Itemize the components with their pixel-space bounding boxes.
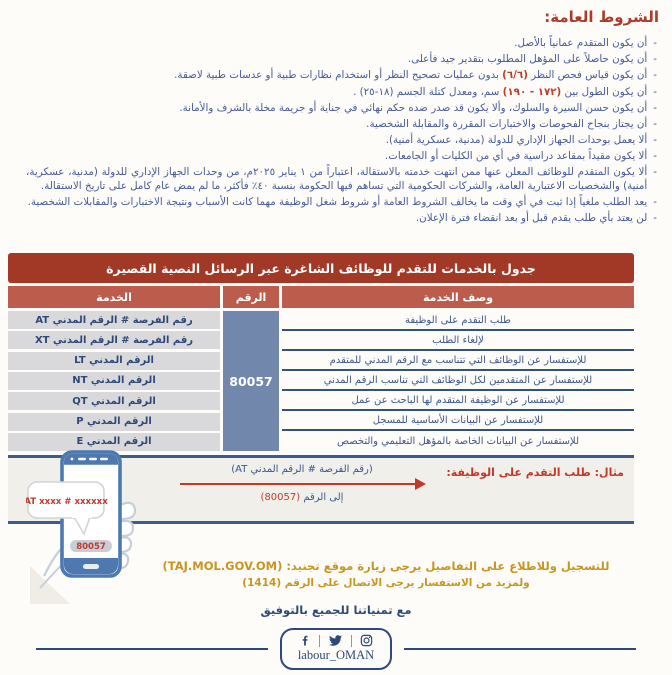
table-row-service: الرقم المدني E: [8, 433, 220, 451]
divider: [36, 648, 268, 650]
description-column: [282, 311, 634, 451]
phone-screen-number: 80057: [76, 542, 106, 552]
social-footer: [36, 626, 636, 672]
social-badge: [280, 628, 392, 670]
dash-bullet-icon: [653, 102, 657, 116]
home-button: [83, 564, 99, 569]
list-item: - ألا يكون المتقدم للوظائف المعلن عنها ممن انتهت خدمته بالاستقالة، اعتباراً من ١ يناير ٢٠٢٥م، من وحدات الجهاز الإداري للدولة (مدنية، عسكرية، أمنية) والشخصيات الاعتبارية العامة، والشركات الحكومية التي تساهم فيها الحكومة بنسبة ٤٠٪ فأكثر، ما لم يمض عام كامل على تاريخ الاستقالة.: [26, 166, 657, 193]
example-label: مثال: طلب التقدم على الوظيفة:: [446, 466, 624, 479]
dash-bullet-icon: [653, 37, 657, 51]
list-item: - لن يعتد بأي طلب يقدم قبل أو بعد انقضاء فترة الإعلان.: [26, 212, 657, 226]
instagram-icon[interactable]: [360, 634, 373, 647]
general-conditions-list: [26, 37, 657, 228]
dash-bullet-icon: [653, 166, 657, 193]
table-row-description: للإستفسار عن البيانات الخاصة بالمؤهل التعليمي والتخصص: [336, 435, 580, 447]
table-row-service: الرقم المدني QT: [8, 392, 220, 410]
table-title: جدول بالخدمات للتقدم للوظائف الشاغرة عبر الرسائل النصية القصيرة: [8, 253, 634, 283]
facebook-icon[interactable]: [299, 634, 311, 647]
column-header-description: وصف الخدمة: [282, 286, 634, 308]
table-row-service: رقم الفرصة # الرقم المدني XT: [8, 331, 220, 349]
good-luck-note: مع تمنياتنا للجميع بالتوفيق: [260, 603, 412, 617]
dash-bullet-icon: [653, 69, 657, 83]
example-message: (رقم الفرصة # الرقم المدني AT): [231, 464, 373, 475]
table-row-description: لإلغاء الطلب: [282, 331, 634, 351]
number-column: [223, 311, 279, 451]
sms-shortcode: 80057: [223, 311, 279, 451]
example-flow: [176, 464, 428, 503]
twitter-icon[interactable]: [328, 634, 343, 647]
divider: [319, 635, 320, 647]
dash-bullet-icon: [653, 134, 657, 148]
divider: [404, 648, 636, 650]
list-item: - أن يكون حسن السيرة والسلوك، وألا يكون قد صدر ضده حكم نهائي في جناية أو جريمة مخلة بالشرف والأمانة.: [26, 102, 657, 116]
registration-note: للتسجيل وللاطلاع على التفاصيل يرجى زيارة موقع تجنيد: (TAJ.MOL.GOV.OM): [162, 559, 610, 573]
list-item: - ألا يعمل بوحدات الجهاز الإداري للدولة (مدنية، عسكرية أمنية).: [26, 134, 657, 148]
sms-bubble-text: AT xxxx # xxxxxx: [26, 497, 108, 507]
column-header-number: الرقم: [223, 286, 279, 308]
service-column: [8, 311, 220, 451]
dash-bullet-icon: [653, 212, 657, 226]
dash-bullet-icon: [653, 86, 657, 100]
table-row-service: الرقم المدني LT: [8, 352, 220, 370]
list-item: - يعد الطلب ملغياً إذا ثبت في أي وقت ما يخالف الشروط العامة أو شروط شغل الوظيفة مهما كانت الأسباب ونتيجة الاختبارات والمقابلات الشخصية.: [26, 196, 657, 210]
page-title: الشروط العامة:: [544, 8, 659, 26]
table-row-description: للإستفسار عن الوظيفة المتقدم لها الباحث عن عمل: [282, 391, 634, 411]
dash-bullet-icon: [653, 196, 657, 210]
example-destination: إلى الرقم (80057): [260, 492, 344, 503]
table-row-service: رقم الفرصة # الرقم المدني AT: [8, 311, 220, 329]
table-row-service: الرقم المدني P: [8, 413, 220, 431]
dash-bullet-icon: [653, 150, 657, 164]
inquiry-note: ولمزيد من الاستفسار يرجى الاتصال على الرقم (1414): [242, 577, 530, 589]
list-item: - أن يكون قياس فحص النظر (٦/٦) بدون عمليات تصحيح النظر أو استخدام نظارات طبية أو عدسات طبية لاصقة.: [26, 69, 657, 83]
phone-number: (1414): [242, 577, 282, 589]
table-row-description: طلب التقدم على الوظيفة: [282, 311, 634, 331]
table-body: [8, 311, 634, 451]
table-row-service: الرقم المدني NT: [8, 372, 220, 390]
dash-bullet-icon: [653, 118, 657, 132]
table-row-description: للإستفسار عن المتقدمين لكل الوظائف التي تناسب الرقم المدني: [282, 371, 634, 391]
table-row-description: للإستفسار عن الوظائف التي تتناسب مع الرقم المدني للمتقدم: [282, 351, 634, 371]
website-link[interactable]: (TAJ.MOL.GOV.OM): [162, 559, 283, 573]
list-item: - أن يكون المتقدم عمانياً بالأصل.: [26, 37, 657, 51]
table-header-row: [8, 286, 634, 308]
table-row-description: للإستفسار عن البيانات الأساسية للمسجل: [282, 411, 634, 431]
divider: [351, 635, 352, 647]
dash-bullet-icon: [653, 53, 657, 67]
arrow-right-icon: [176, 478, 428, 490]
list-item: - ألا يكون مقيداً بمقاعد دراسية في أي من الكليات أو الجامعات.: [26, 150, 657, 164]
list-item: - أن يكون حاصلاً على المؤهل المطلوب بتقدير جيد فأعلى.: [26, 53, 657, 67]
sms-services-table: [8, 253, 634, 451]
social-handle[interactable]: labour_OMAN: [297, 648, 375, 662]
column-header-service: الخدمة: [8, 286, 220, 308]
example-band: [8, 455, 634, 552]
list-item: - أن يكون الطول بين (١٧٢ - ١٩٠) سم، ومعدل كتلة الجسم (١٨-٢٥) .: [26, 86, 657, 100]
list-item: - أن يجتاز بنجاح الفحوصات والاختبارات المقررة والمقابلة الشخصية.: [26, 118, 657, 132]
